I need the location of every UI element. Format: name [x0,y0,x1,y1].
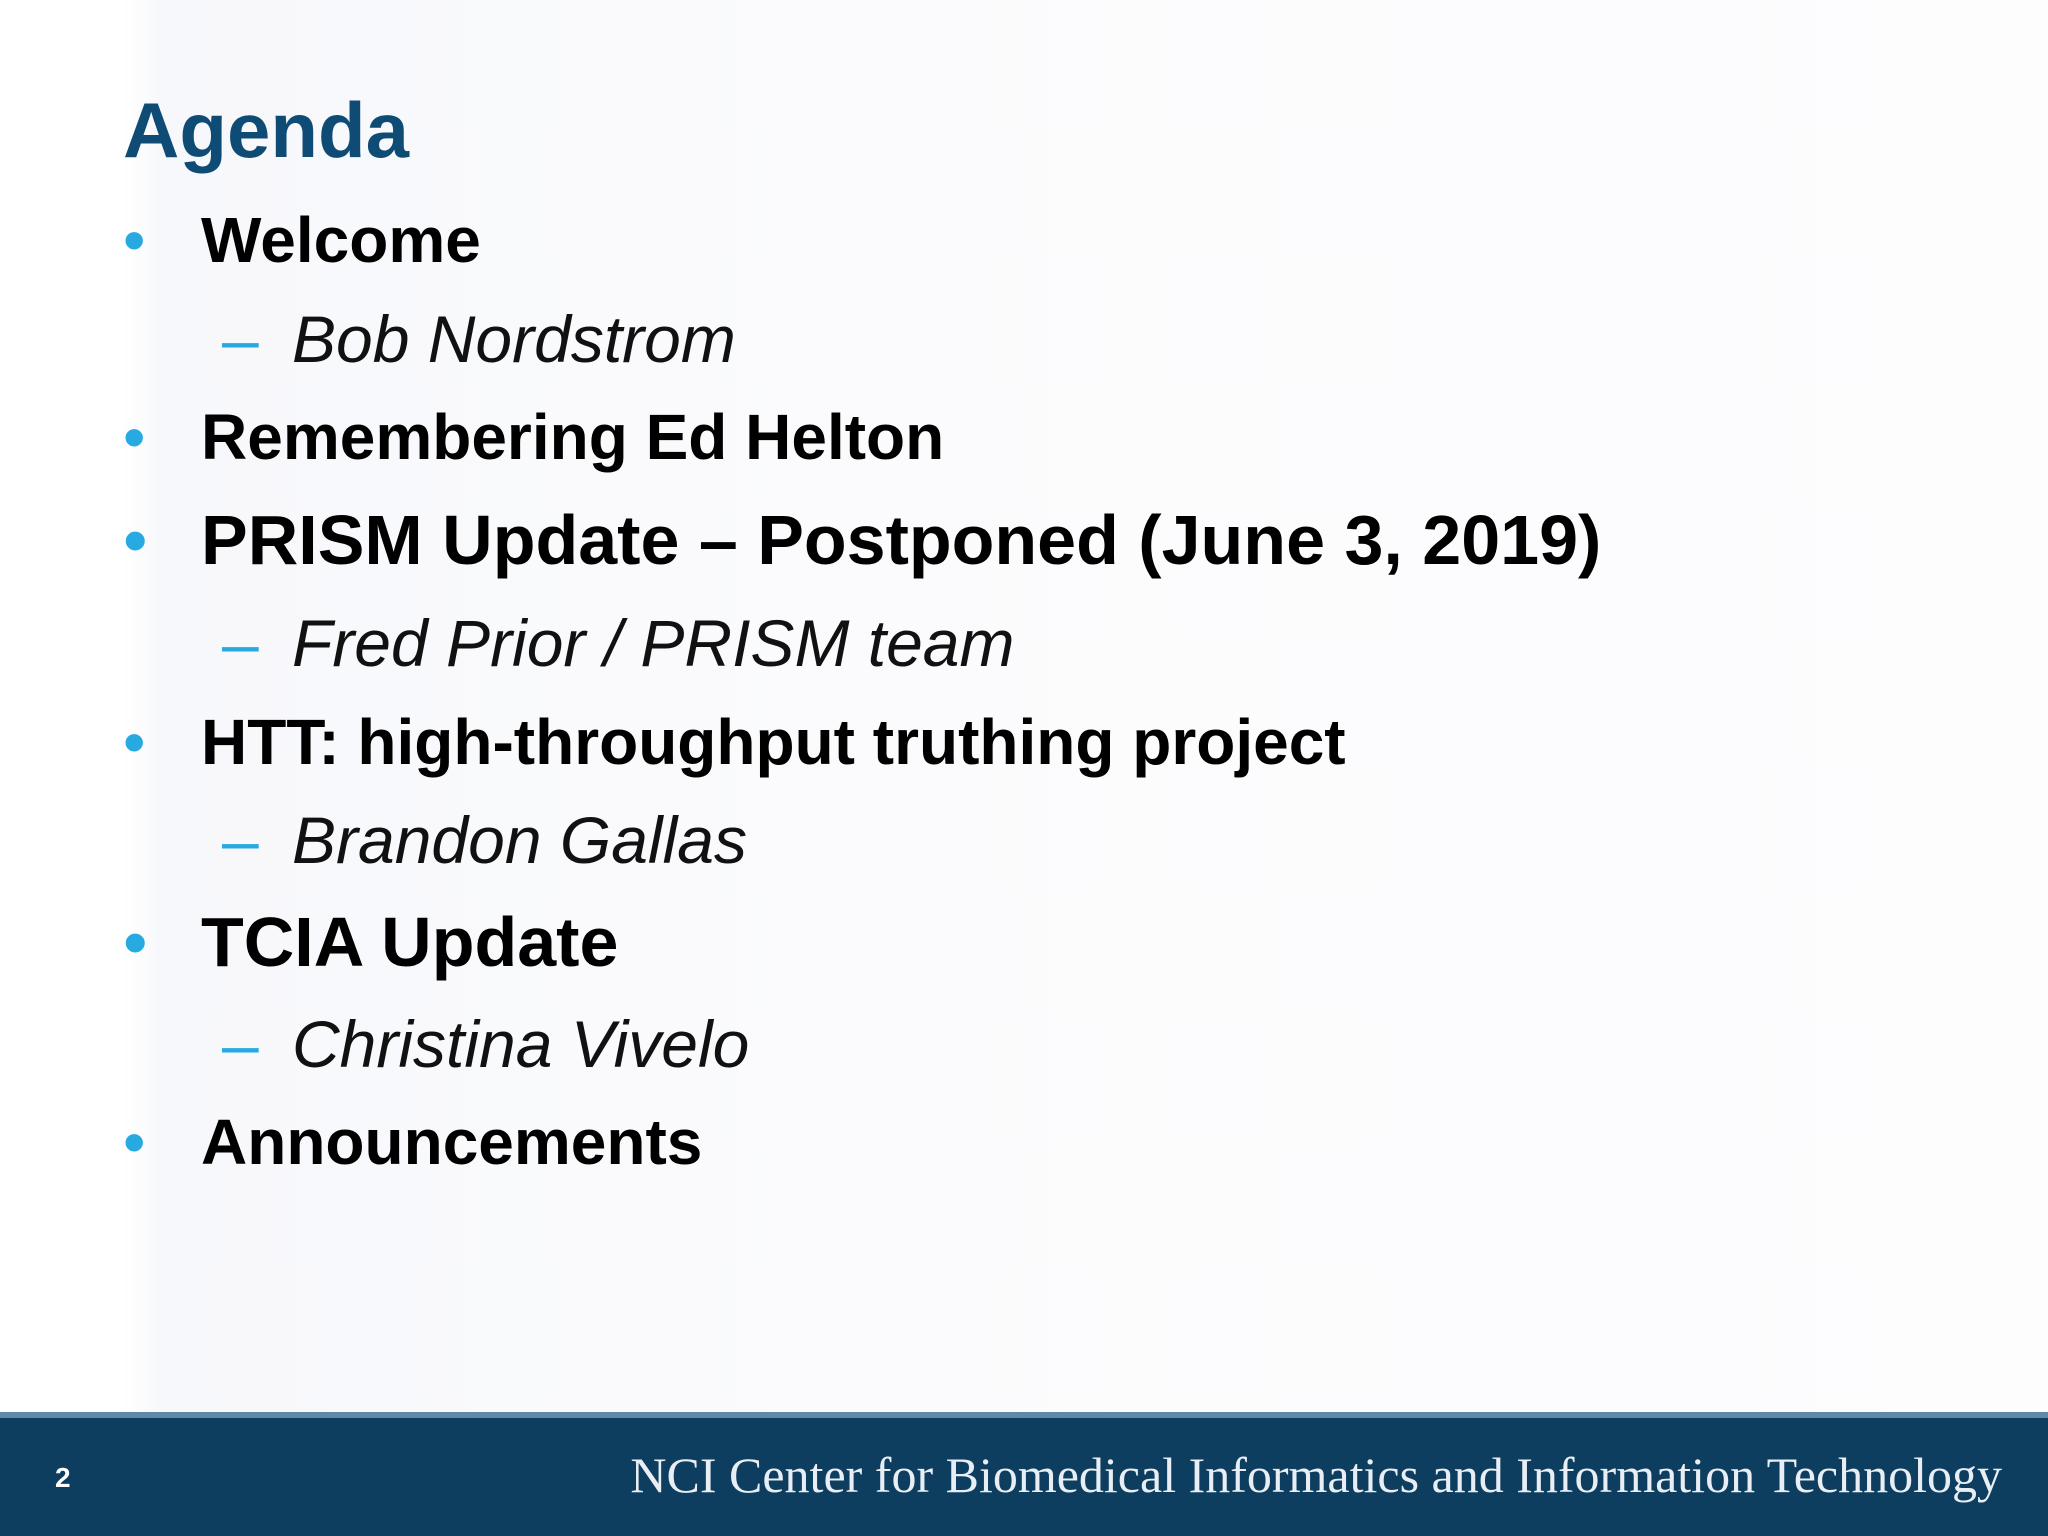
bullet-icon: • [123,204,146,276]
bullet-icon: • [123,1106,146,1178]
agenda-subitem-label: Bob Nordstrom [292,302,736,376]
bullet-icon: • [123,401,146,473]
footer-bar [0,1412,2048,1536]
agenda-subitem-label: Brandon Gallas [292,803,747,877]
dash-icon: – [222,302,259,376]
agenda-item-label: Announcements [201,1106,703,1178]
dash-icon: – [222,803,259,877]
organization-name: NCI Center for Biomedical Informatics and Information Technology [630,1447,2002,1503]
agenda-subitem-label: Christina Vivelo [292,1007,750,1081]
agenda-item-label: HTT: high-throughput truthing project [201,706,1346,778]
agenda-item-label: Remembering Ed Helton [201,401,945,473]
agenda-item-label: Welcome [201,204,481,276]
slide-title: Agenda [123,86,410,174]
agenda-item-label: PRISM Update – Postponed (June 3, 2019) [201,501,1602,579]
bullet-icon: • [123,903,148,981]
bullet-icon: • [123,501,148,579]
agenda-item-label: TCIA Update [201,903,619,981]
page-number: 2 [55,1462,71,1493]
agenda-subitem-label: Fred Prior / PRISM team [292,606,1015,680]
bullet-icon: • [123,706,146,778]
dash-icon: – [222,606,259,680]
dash-icon: – [222,1007,259,1081]
